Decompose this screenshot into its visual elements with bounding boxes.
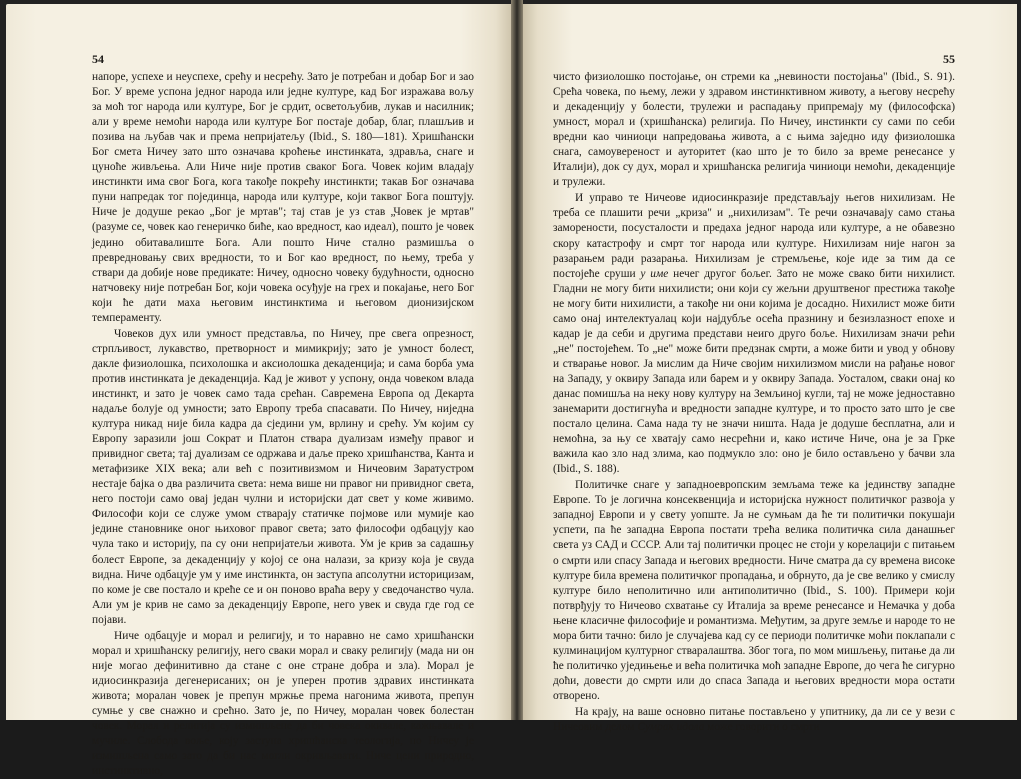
paragraph: Човеков дух или умност представља, по Ничеу, пре свега опрезност, стрпљивост, лукавство, претворност и мимикрију; зато је умност болест, дакле физиолошка, психолошка и аксиолошка декаденција; и сама борба ума против инстинката је декаденција. Кад је живот у успону, онда човеком влада инстинкт, и зато је човек само тада срећан. Савремена Европа од Декарта надаље болује од умности; зато Европу треба спасавати. По Ничеу, ниједна култура никад није била кадра да сједини ум, врлину и срећу. Ум којим су Европу заразили још Сократ и Платон ствара дуализам између правог и привидног света; тај дуализам се одржава и даље преко хришћанства, Канта и метафизике XIX века; али већ с позитивизмом и Ничеовим Заратустром нестаје бајка о два различита света: нема више ни правог ни привидног света, него постоји само овај један чулни и историјски дат свет у коме живимо. Философи који се служе умом стварају статичке појмове или мумије као једине становнике оног њиховог правог света; зато философи одбацују као чула тако и историју, па су они непријатељи живота. Ум је крив за садашњу болест Европе, за декаденцију у којој се она налази, за кризу која је свуда видна. Ниче одбацује ум у име инстинкта, он заступа апсолутни историцизам, по коме је све постало и креће се и он поново враћа веру у сведочанство чула. Али ум је крив не само за декаденцију Европе, него увек и свуда где год се појави. <box>92 327 474 626</box>
book-gutter <box>511 0 523 720</box>
page-number-right: 55 <box>943 52 955 66</box>
left-page-text <box>92 70 474 779</box>
book-title-italic: Сумрак идола <box>637 721 705 734</box>
italic-phrase: у име <box>640 267 669 280</box>
paragraph: Ниче одбацује и морал и религију, и то наравно не само хришћански морал и хришћанску религију, него сваки морал и сваку религију (мада ни он није могао дефинитивно да стане с оне стране добра и зла). Морал је идиосинкразија дегенерисаних; он је уперен против здравих инстинката живота; моралан човек је препун мржње према нагонима живота, препун сумње у све снажно и срећно. Зато је, по Ничеу, моралан човек болестан човек. Морал и религија су измишљене да би човека окивале, кажњавале и мучиле. Слобода воље, коју заступа хришћанска теологија, по Ничеу је измишљена само зато да би нас могли окривљавати. Ниче цени природно, инстинктивно, <box>92 629 474 778</box>
paragraph <box>553 191 955 477</box>
paragraph-text: На крају, на ваше основно питање постављено у упитнику, да ли се у вези с Ничеовим делом <box>553 705 955 734</box>
paragraph: Политичке снаге у западноевропским земљама теже ка јединству западне Европе. То је логична консеквенција и историјска нужност политичког развоја у западној Европи и у свету уопште. Ја не сумњам да ће ти политички покушаји успети, па ће западна Европа постати трећа велика политичка сила данашњег света уз САД и СССР. Али тај политички процес не стоји у корелацији с питањем о смрти или спасу Запада и његових вредности. Ниче сматра да су времена високе културе била времена политичког пропадања, и обрнуто, да је све велико у смислу културе било неполитично или антиполитично (Ibid., S. 100). Примери који потврђују то Ничеово схватање су Италија за време ренесансе и Немачка у доба њене класичне философије и романтизма. Међутим, за друге земље и народе то не мора бити тачно: било је случајева кад су се периоди политичке моћи поклапали с кулминацијом културног стваралаштва. Због тога, по мом мишљењу, питање да ли ће политичко уједињење и већа политичка моћ западне Европе, до чега ће сигурно доћи, довести до смрти или до спаса Запада и његових вредности мора остати отворено. <box>553 479 955 702</box>
paragraph-text: И управо те Ничеове идиосинкразије представљају његов нихилизам. Не треба се плашити речи „криза" и „нихилизам". Те речи означавају само стања заморености, посусталости и предаха једног народа или културе, а не обавезно скору катастрофу и смрт тог народа или културе. Нихилизам није нагон за разарањем ради разарања. Нихилизам је стремљење, које иде за тим да се постојеће сруши <box>553 192 955 280</box>
left-page <box>6 4 511 778</box>
paragraph: чисто физиолошко постојање, он стреми ка „невиности постојања" (Ibid., S. 91). Срећа човека, по њему, лежи у здравом инстинктивном животу, а његову несрећу и декаденцију у болести, трулежи и распадању припремају му (философска) умност, морал и (хришћанска) религија. По Ничеу, инстинкти су сами по себи вредни као чиниоци напредовања живота, а с њима заједно иду физиолошка снага, самоувереност и ауторитет (као што је то било за време ренесансе у Италији), док су дух, морал и хришћанска религија чиниоци немоћи, декаденције и трулежи. <box>553 71 955 189</box>
page-number-left: 54 <box>92 52 104 66</box>
right-page <box>523 4 1017 734</box>
paragraph: напоре, успехе и неуспехе, срећу и несрећу. Зато је потребан и добар Бог и зао Бог. У време успона једног народа или једне културе, кад Бог изражава вољу за моћ тог народа или културе, Бог је срдит, осветољубив, лукав и насилник; али у време немоћи народа или културе Бог постаје добар, благ, плашљив и позива на љубав чак и према непријатељу (Ibid., S. 180—181). Хришћански Бог смета Ничеу зато што означава крoћење инстинката, здравља, снаге и цуноће живљења. Али Ниче није против сваког Бога. Човек којим владају инстинкти има свог Бога, кога такође покрећу инстинкти; такав Бог означава пуни напредак тог појединца, народа или културе, који таквог Бога поштују. Ниче је додуше рекао „Бог је мртав"; тај став је уз став „Човек је мртав" (разуме се, човек као генеричко биће, као вредност, као идеал), пошто је човек једино обитавалиште Бога. Али пошто Ниче стално размишља о превредновању свих вредности, то и Бог као вредност, по њему, треба у ствари да добије нове предикате: Ничеу, односно човеку будућности, односно натчовеку није потребан Бог, који човека осуђује на грех и покајање, него Бог који ће дати маха његовим инстинктима и његовом дионизијском темпераменту. <box>92 71 474 324</box>
paragraph-text: може говорити о смрти <box>704 721 820 734</box>
right-page-text <box>553 70 955 735</box>
paragraph-text: нечег другог бољег. Зато не може свако бити нихилист. Гладни не могу бити нихилисти; они који су жељни друштвеног престижа такође не могу бити нихилисти, а такође ни они којима је досадно. Нихилист може бити само онај интелектуалац који најдубље осећа празнину и безизлазност епохе и кадар је да себи и другима представи неиго друго боље. Нихилизам значи рећи „не" постојећем. То „не" може бити предзнак смрти, а може бити и увод у обнову и стварање новог. Ја мислим да Ниче својим нихилизмом мисли на рађање новог на Западу, у оквиру Запада или барем и у оквиру Запада. Уосталом, сваки онај ко данас помишља на неку нову културу на Земљиној кугли, тај не може једноставно занемарити достигнућа и вредности западне културе, и то просто зато што је све постало целина. Сама нада ту не значи ништа. Нада је додуше бесплатна, али и немоћна, за њу се хватају само несрећни и, како истиче Ниче, она је за Грке важила као зло над злима, као подмукло зло: оно је било остављено у бачви зла (Ibid., S. 188). <box>553 267 955 476</box>
paragraph <box>553 705 955 735</box>
